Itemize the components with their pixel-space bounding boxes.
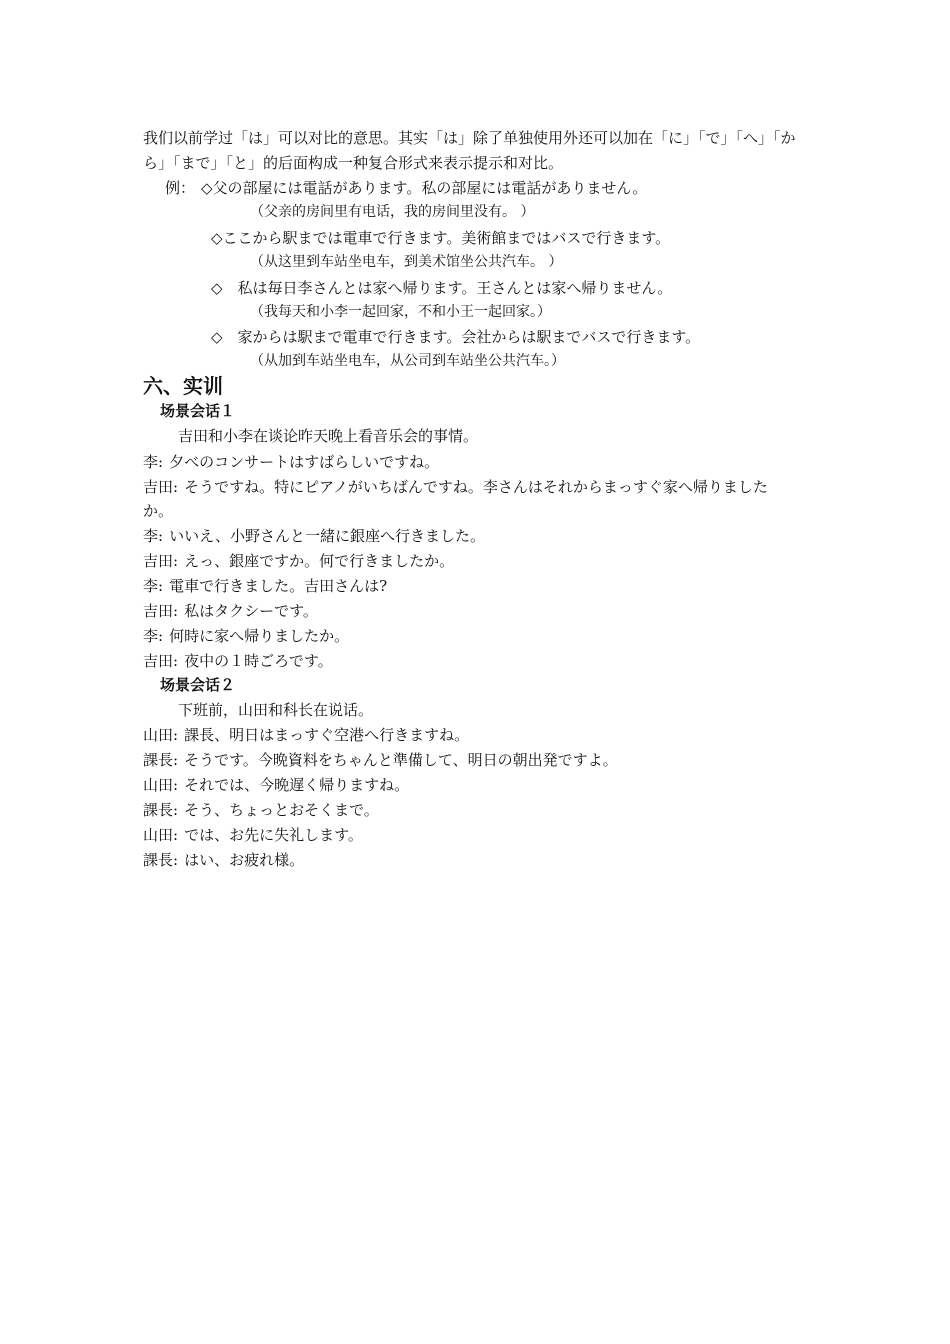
speaker: 山田: [143,726,179,744]
dialogue-line [143,799,379,821]
dialogue-line [143,451,439,473]
section-title: 六、实训 [143,374,223,398]
utterance: 電車で行きました。吉田さんは? [169,577,388,595]
speaker: 山田: [143,776,179,794]
speaker: 李: [143,577,164,595]
dialogue-line [143,849,304,871]
utterance: そうです。今晩資料をちゃんと準備して、明日の朝出発ですよ。 [184,751,618,769]
dialogue-line [143,650,333,672]
utterance: いいえ、小野さんと一緒に銀座へ行きました。 [169,527,485,545]
example-translation-2: （从这里到车站坐电车，到美术馆坐公共汽车。 ） [250,254,563,270]
speaker: 吉田: [143,552,179,570]
example-translation-1: （父亲的房间里有电话，我的房间里没有。 ） [250,204,535,220]
speaker: 課長: [143,851,179,869]
speaker: 課長: [143,751,179,769]
dialogue-line [143,774,409,796]
speaker: 李: [143,453,164,471]
speaker: 山田: [143,826,179,844]
speaker: 吉田: [143,602,179,620]
example-translation-4: （从加到车站坐电车，从公司到车站坐公共汽车。） [250,353,565,369]
dialogue-line [143,550,454,572]
utterance: それでは、今晩遅く帰りますね。 [184,776,410,794]
utterance: そう、ちょっとおそくまで。 [184,801,379,819]
example-label: 例： [165,179,196,197]
example-sentence-3: ◇ 私は毎日李さんとは家へ帰ります。王さんとは家へ帰りません。 [211,279,673,297]
scene2-description: 下班前，山田和科长在说话。 [178,701,374,719]
dialogue-line [143,824,363,846]
scene2-title: 场景会话２ [160,676,236,694]
speaker: 吉田: [143,478,179,496]
scene1-title: 场景会话１ [160,402,236,420]
speaker: 吉田: [143,652,179,670]
utterance: 夕べのコンサートはすばらしいですね。 [169,453,440,471]
utterance: 夜中の１時ごろです。 [184,652,333,670]
dialogue-line [143,575,387,597]
utterance: そうですね。特にピアノがいちばんですね。李さんはそれからまっすぐ家へ帰りました [184,478,768,496]
intro-line-1: 我们以前学过「は」可以对比的意思。其实「は」除了单独使用外还可以加在「に」「で」「へ」「か [143,129,796,147]
dialogue-line [143,724,469,746]
utterance: 課長、明日はまっすぐ空港へ行きますね。 [184,726,470,744]
utterance: はい、お疲れ様。 [184,851,305,869]
dialogue-line [143,525,485,547]
utterance: 何時に家へ帰りましたか。 [169,627,350,645]
example-sentence-1: ◇父の部屋には電話があります。私の部屋には電話がありません。 [201,179,648,197]
dialogue-line [143,476,768,498]
example-sentence-4: ◇ 家からは駅まで電車で行きます。会社からは駅までバスで行きます。 [211,328,701,346]
utterance: えっ、銀座ですか。何で行きましたか。 [184,552,455,570]
speaker: 李: [143,627,164,645]
example-sentence-2: ◇ここから駅までは電車で行きます。美術館まではバスで行きます。 [211,229,671,247]
example-translation-3: （我每天和小李一起回家，不和小王一起回家。） [250,304,551,320]
speaker: 李: [143,527,164,545]
dialogue-line [143,749,618,771]
utterance: か。 [143,502,174,520]
utterance: 私はタクシーです。 [184,602,318,620]
utterance: では、お先に失礼します。 [184,826,363,844]
intro-line-2: ら」「まで」「と」的后面构成一种复合形式来表示提示和对比。 [143,154,564,172]
dialogue-line [143,600,318,622]
scene1-description: 吉田和小李在谈论昨天晚上看音乐会的事情。 [178,427,479,445]
speaker: 課長: [143,801,179,819]
dialogue-line [143,625,349,647]
dialogue-line-continuation [143,500,173,522]
